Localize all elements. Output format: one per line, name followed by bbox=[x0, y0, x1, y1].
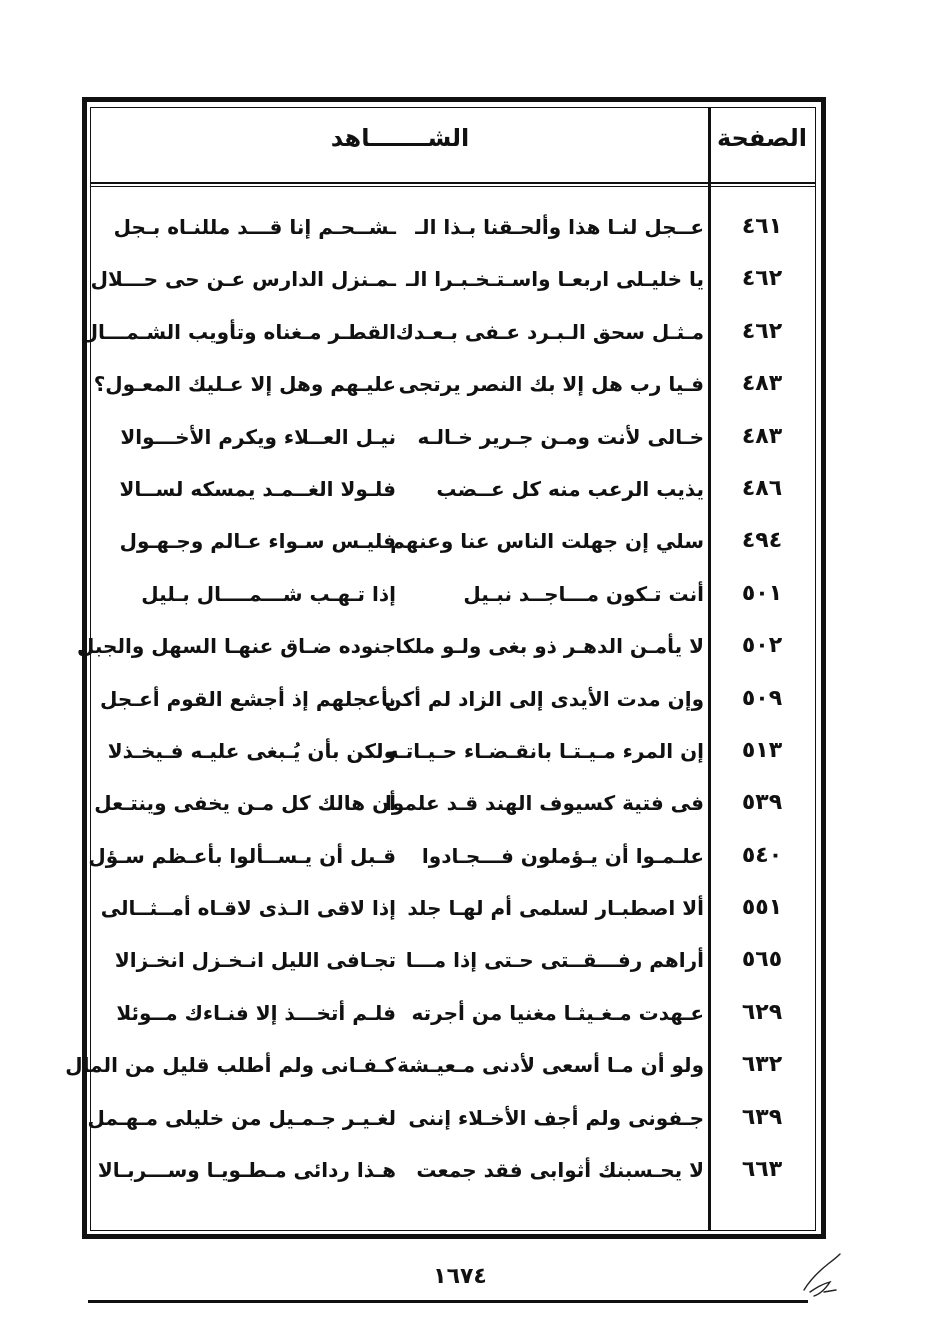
table-row bbox=[90, 829, 816, 881]
verse-second-hemistich: إذا لاقى الـذى لاقـاه أمــثــالى bbox=[100, 896, 396, 921]
verse-second-hemistich: بأعجلهم إذ أجشع القوم أعـجل bbox=[100, 686, 396, 711]
verse-second-hemistich: قـبل أن يـســألوا بأعـظم سـؤل bbox=[88, 843, 396, 868]
table-row bbox=[90, 410, 816, 462]
table-row bbox=[90, 200, 816, 252]
row-page-number: ٥١٣ bbox=[741, 737, 783, 763]
row-page-number: ٤٩٤ bbox=[741, 528, 783, 554]
row-page-number: ٦٦٣ bbox=[741, 1157, 783, 1183]
row-page-number: ٤٨٦ bbox=[741, 475, 783, 501]
page-number: ١٦٧٤ bbox=[433, 1264, 487, 1289]
verse-first-hemistich: ولو أن مـا أسعى لأدنى مـعيـشة bbox=[397, 1053, 704, 1078]
table-row bbox=[90, 252, 816, 304]
table-row bbox=[90, 724, 816, 776]
verse-second-hemistich: فلـولا الغــمـد يمسكه لســالا bbox=[119, 476, 396, 501]
verse-second-hemistich: تجـافى الليل انـخـزل انخـزالا bbox=[114, 948, 396, 973]
index-table bbox=[65, 200, 816, 1195]
verse-first-hemistich: علـمـوا أن يـؤملون فـــجـادوا bbox=[421, 843, 704, 868]
row-page-number: ٥٥١ bbox=[741, 895, 783, 921]
table-row bbox=[90, 672, 816, 724]
table-row bbox=[90, 514, 816, 566]
row-page-number: ٥٣٩ bbox=[741, 790, 783, 816]
row-page-number: ٥٠١ bbox=[741, 580, 783, 606]
verse-second-hemistich: عليـهم وهل إلا عـليك المعـول؟ bbox=[93, 372, 396, 397]
table-row bbox=[90, 881, 816, 933]
verse-first-hemistich: يا خليـلى اربعـا واسـتـخـبـرا الـ bbox=[406, 267, 704, 292]
verse-column-header: الشـــــــاهد bbox=[330, 124, 470, 152]
table-row bbox=[77, 619, 816, 671]
verse-first-hemistich: فـيا رب هل إلا بك النصر يرتجى bbox=[398, 372, 704, 397]
row-page-number: ٤٨٣ bbox=[741, 423, 783, 449]
page-column-header: الصفحة bbox=[716, 124, 807, 152]
verse-second-hemistich: فلـم أتخـــذ إلا فنـاءك مــوئلا bbox=[116, 1000, 396, 1025]
verse-second-hemistich: جنوده ضـاق عنهـا السهل والجبل bbox=[77, 634, 396, 659]
verse-first-hemistich: مـثـل سحق الـبـرد عـفى بـعـدك bbox=[395, 319, 704, 344]
table-row bbox=[80, 305, 816, 357]
table-row bbox=[90, 462, 816, 514]
table-row bbox=[90, 567, 816, 619]
row-page-number: ٥٦٥ bbox=[741, 947, 783, 973]
signature-mark-icon bbox=[800, 1250, 844, 1300]
verse-second-hemistich: إذا تـهـب شـــمــــال بـليل bbox=[141, 581, 396, 606]
row-page-number: ٤٦٢ bbox=[741, 266, 783, 292]
verse-second-hemistich: هـذا ردائى مـطـويـا وســـربـالا bbox=[97, 1158, 396, 1183]
verse-first-hemistich: لا يأمـن الدهـر ذو بغى ولـو ملكا bbox=[395, 634, 704, 659]
verse-second-hemistich: لغـيـر جـمـيل من خليلى مـهـمل bbox=[87, 1105, 396, 1130]
header-rule bbox=[90, 182, 816, 184]
row-page-number: ٦٣٩ bbox=[741, 1104, 783, 1130]
verse-second-hemistich: أن هالك كل مـن يخفى وينتـعل bbox=[94, 791, 396, 816]
row-page-number: ٤٦٢ bbox=[741, 318, 783, 344]
verse-first-hemistich: وإن مدت الأيدى إلى الزاد لم أكن bbox=[384, 686, 704, 711]
row-page-number: ٥٠٢ bbox=[741, 633, 783, 659]
verse-first-hemistich: عـهدت مـغـيثـا مغنيا من أجرته bbox=[411, 1000, 704, 1025]
verse-second-hemistich: فليـس سـواء عـالم وجـهـول bbox=[119, 529, 396, 554]
footer-rule bbox=[88, 1300, 808, 1303]
row-page-number: ٦٣٢ bbox=[741, 1052, 783, 1078]
row-page-number: ٦٢٩ bbox=[741, 999, 783, 1025]
verse-first-hemistich: أراهم رفـــقــتى حـتى إذا مـــا bbox=[405, 948, 704, 973]
table-row bbox=[90, 933, 816, 985]
verse-first-hemistich: سلي إن جهلت الناس عنا وعنهم bbox=[390, 529, 704, 554]
verse-second-hemistich: ـمـنزل الدارس عـن حى حـــلال bbox=[90, 267, 396, 292]
verse-first-hemistich: ألا اصطبـار لسلمى أم لهـا جلد bbox=[407, 896, 704, 921]
verse-second-hemistich: ولكن بأن يُـبغى عليـه فـيخـذلا bbox=[107, 738, 396, 763]
verse-first-hemistich: لا يحـسبنك أثوابى فقد جمعت bbox=[416, 1158, 704, 1183]
verse-second-hemistich: ـشــحـم إنا قـــد مللنـاه بـجل bbox=[113, 215, 396, 239]
table-row bbox=[90, 986, 816, 1038]
table-row bbox=[65, 1038, 816, 1090]
row-page-number: ٤٦١ bbox=[741, 214, 783, 239]
verse-first-hemistich: عــجل لنـا هذا وألحـقنا بـذا الـ bbox=[415, 215, 704, 239]
verse-second-hemistich: نيـل العــلاء ويكرم الأخـــوالا bbox=[120, 424, 396, 449]
table-row bbox=[87, 1091, 816, 1143]
table-row bbox=[90, 776, 816, 828]
verse-first-hemistich: يذيب الرعب منه كل عــضب bbox=[436, 476, 704, 501]
verse-first-hemistich: إن المرء مـيـتـا بانقـضـاء حـيـاتـه bbox=[386, 738, 704, 763]
header-rule-thin bbox=[90, 186, 816, 187]
table-row bbox=[90, 1143, 816, 1195]
verse-second-hemistich: القطـر مـغناه وتأويب الشـمـــال bbox=[80, 319, 396, 344]
verse-second-hemistich: كـفـانى ولم أطلب قليل من المال bbox=[65, 1053, 396, 1078]
verse-first-hemistich: أنت تـكون مـــاجــد نبـيل bbox=[463, 581, 704, 606]
table-row bbox=[90, 357, 816, 409]
verse-first-hemistich: جـفونى ولم أجف الأخـلاء إننى bbox=[408, 1105, 704, 1130]
row-page-number: ٥٠٩ bbox=[741, 685, 783, 711]
verse-first-hemistich: خـالى لأنت ومـن جـرير خـالـه bbox=[417, 424, 704, 449]
row-page-number: ٤٨٣ bbox=[741, 371, 783, 397]
verse-first-hemistich: فى فتية كسيوف الهند قـد علموا bbox=[384, 791, 704, 816]
row-page-number: ٥٤٠ bbox=[741, 842, 783, 868]
